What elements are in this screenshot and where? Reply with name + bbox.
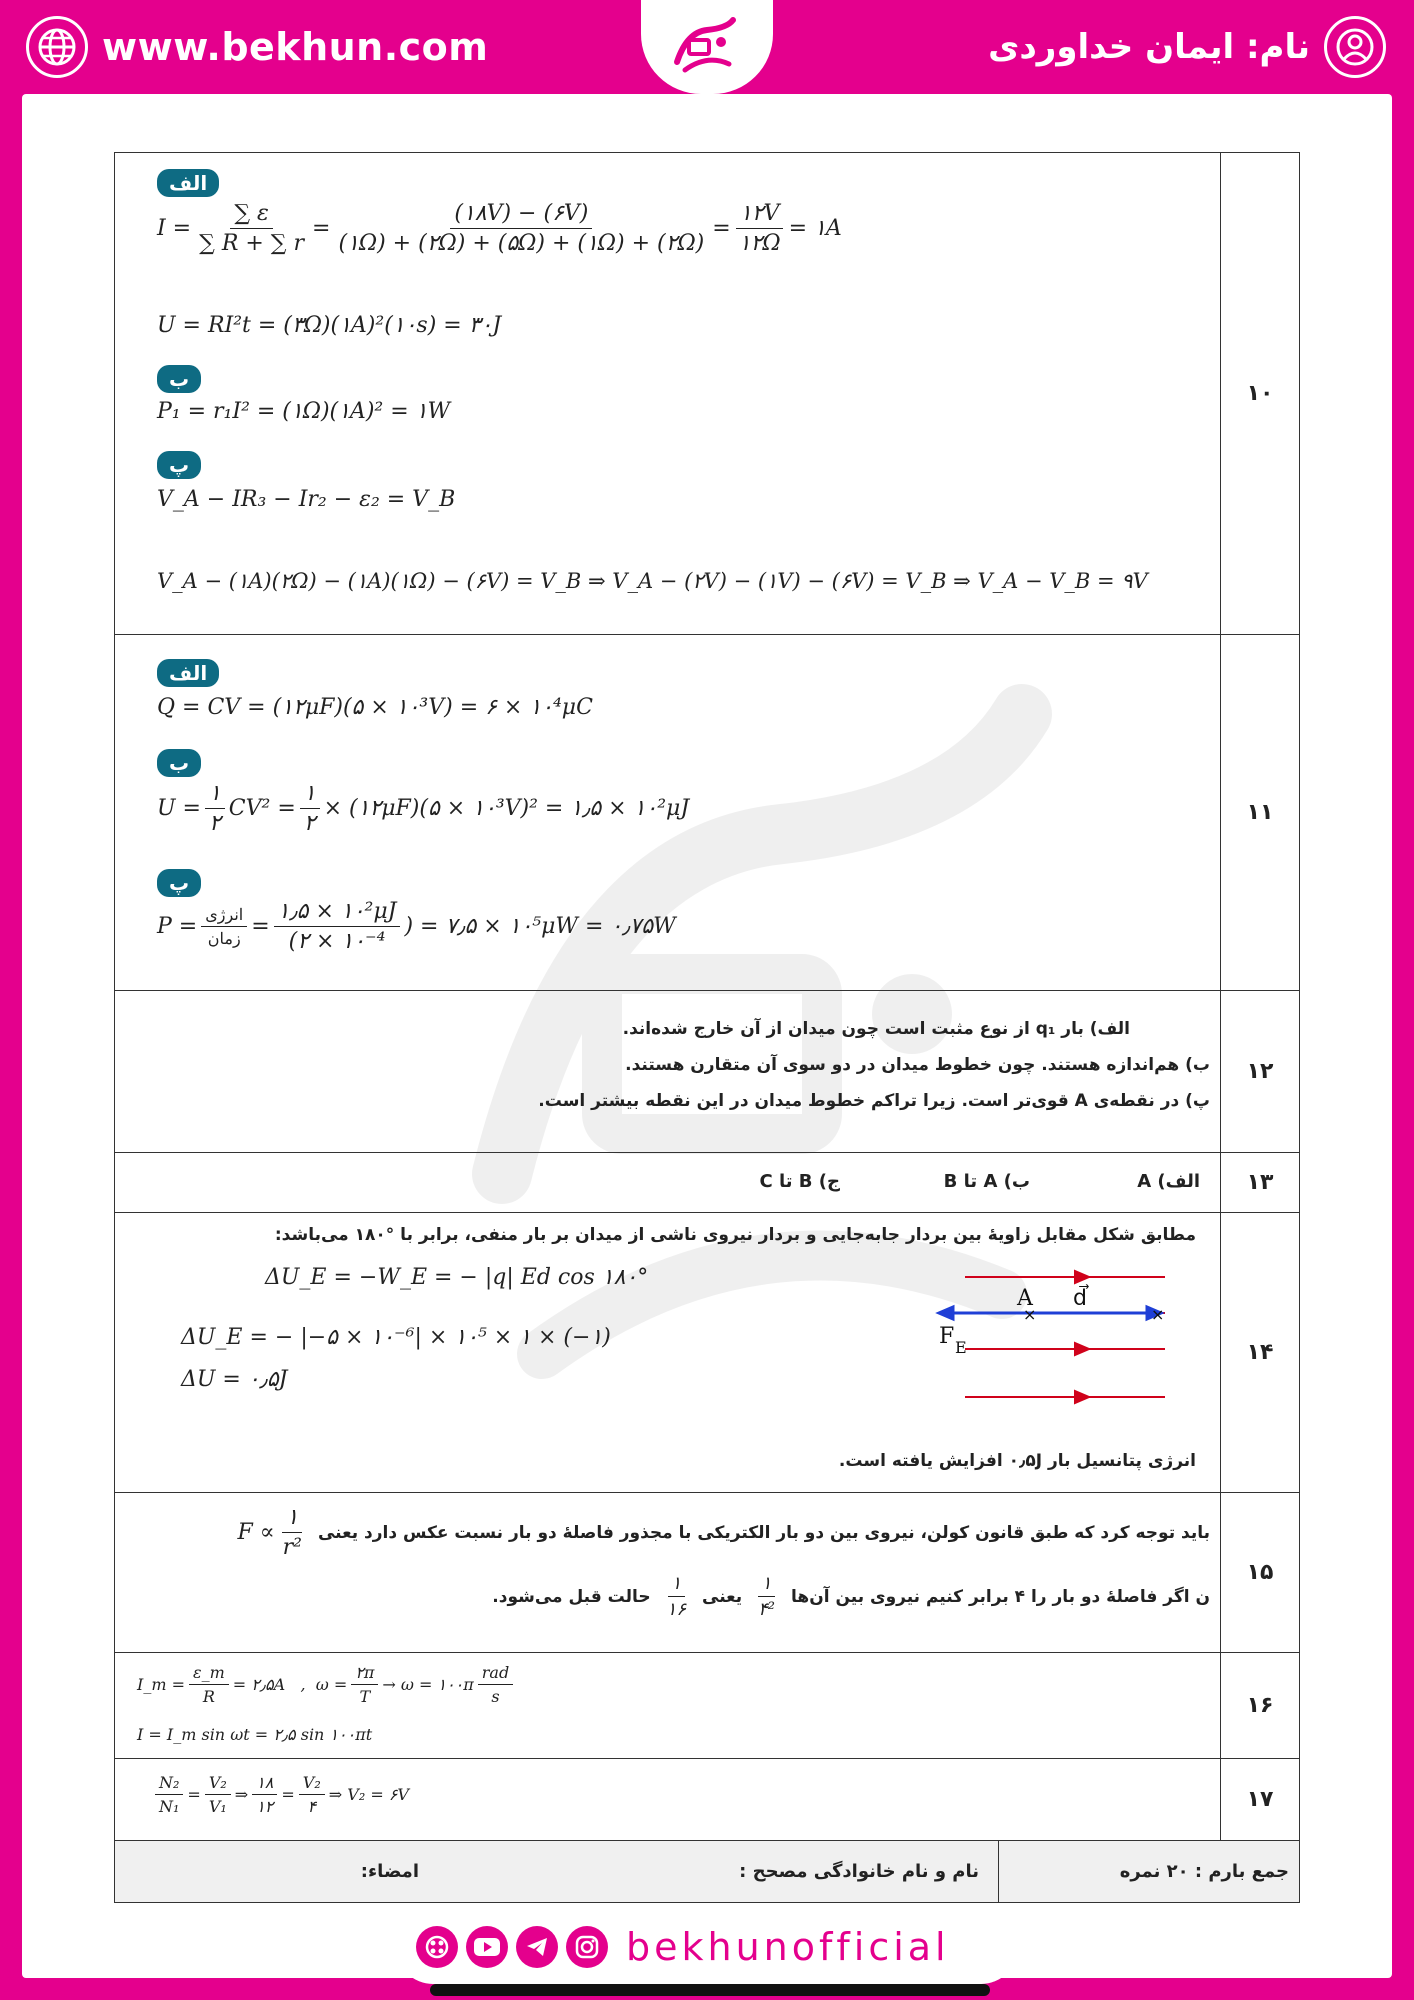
point-b-mark: × [1151, 1305, 1165, 1324]
answer-line-a: الف) بار q₁ از نوع مثبت است چون میدان از آن خارج شده‌اند. [622, 1019, 1130, 1039]
denominator: T [359, 1687, 371, 1706]
globe-icon [26, 16, 88, 78]
question-number: ۱۳ [1221, 1153, 1300, 1213]
question-number: ۱۴ [1221, 1213, 1300, 1493]
aparat-icon[interactable] [416, 1926, 458, 1968]
answer-cell-17 [115, 1759, 1221, 1841]
numerator: N₂ [155, 1773, 183, 1795]
table-row-15 [115, 1493, 1300, 1653]
denominator: زمان [207, 929, 241, 948]
header [0, 0, 1414, 94]
numerator: ۱۸ [252, 1773, 277, 1795]
fraction [754, 1573, 779, 1620]
fraction [334, 201, 708, 256]
eq-result: = ۱A [788, 216, 842, 241]
fraction [478, 1663, 513, 1706]
denominator: ۱۶ [666, 1599, 687, 1620]
field-arrow-icon [1075, 1391, 1089, 1403]
field-arrow-icon [1075, 1271, 1089, 1283]
fraction [274, 899, 401, 954]
proportion-formula [237, 1505, 310, 1560]
numerator: انرژی [201, 905, 247, 927]
charge-equation: Q = CV = (۱۲μF)(۵ × ۱۰³V) = ۶ × ۱۰⁴μC [157, 695, 593, 720]
answer-cell-12 [115, 991, 1221, 1153]
distance-text: ن اگر فاصلهٔ دو بار را ۴ برابر کنیم نیروی بین آن‌ها [791, 1586, 1210, 1607]
site-url: www.bekhun.com [102, 25, 489, 69]
answer-b: ب) A تا B [943, 1171, 1030, 1192]
capacitor-energy-equation [157, 781, 689, 836]
power-equation [157, 899, 676, 954]
youtube-icon[interactable] [466, 1926, 508, 1968]
numerator: ∑ ε [230, 201, 273, 229]
divider [998, 1841, 999, 1903]
table-row-13 [115, 1153, 1300, 1213]
total-cell [115, 1841, 1300, 1903]
denominator: ۴² [758, 1599, 776, 1620]
eq-rest: × (۱۲μF)(۵ × ۱۰³V)² = ۱٫۵ × ۱۰²μJ [323, 796, 690, 821]
denominator: ۱۲ [256, 1797, 274, 1816]
force-label: F [939, 1324, 955, 1349]
numerator: V₂ [299, 1773, 325, 1795]
energy-equation: U = RI²t = (۳Ω)(۱A)²(۱۰s) = ۳۰J [157, 313, 502, 338]
eq-part: I_m = [137, 1675, 185, 1694]
numerator: ۱۲V [736, 201, 784, 229]
equals-sign: = [281, 1785, 295, 1804]
meaning-text: یعنی [702, 1586, 743, 1607]
telegram-icon[interactable] [516, 1926, 558, 1968]
numerator: (۱۸V) − (۶V) [450, 201, 592, 229]
eq-part: → ω = ۱۰۰π [382, 1675, 474, 1694]
numerator: ۱ [205, 781, 225, 809]
substitution-equation: ΔU_E = − |−۵ × ۱۰⁻⁶| × ۱۰⁵ × ۱ × (−۱) [181, 1325, 611, 1350]
field-arrow-icon [1075, 1343, 1089, 1355]
equals-sign: = [187, 1785, 201, 1804]
part-b-badge: ب [157, 365, 201, 393]
power-equation: P₁ = r₁I² = (۱Ω)(۱A)² = ۱W [157, 399, 451, 424]
equals-sign: = [251, 914, 270, 939]
equals-sign: = [312, 216, 331, 241]
eq-lhs: U = [157, 796, 201, 821]
answer-c: ج) B تا C [759, 1171, 840, 1192]
numerator: ۱ [300, 781, 320, 809]
result-equation: ΔU = ۰٫۵J [181, 1367, 288, 1392]
fraction [195, 201, 308, 256]
social-handle: bekhunofficial [626, 1925, 950, 1969]
answer-table [114, 152, 1300, 1903]
fraction [189, 1663, 229, 1706]
table-row-17 [115, 1759, 1300, 1841]
denominator: ۲ [208, 811, 221, 836]
coulomb-text: باید توجه کرد که طبق قانون کولن، نیروی بین دو بار الکتریکی با مجذور فاصلهٔ دو بار نسبت عکس دارد یعنی [317, 1522, 1210, 1543]
table-row-10 [115, 153, 1300, 635]
fraction [205, 1773, 231, 1816]
formula-lhs: F ∝ [237, 1520, 275, 1545]
question-number: ۱۶ [1221, 1653, 1300, 1759]
point-a-label: A [1017, 1286, 1033, 1311]
point-a-mark: × [1023, 1305, 1037, 1324]
denominator: ۲ [303, 811, 316, 836]
part-b-badge: ب [157, 749, 201, 777]
answer-cell-10 [115, 153, 1221, 635]
equals-sign: = [712, 216, 731, 241]
table-row-14 [115, 1213, 1300, 1493]
question-number: ۱۲ [1221, 991, 1300, 1153]
fraction [735, 201, 785, 256]
fraction [252, 1773, 277, 1816]
question-number: ۱۰ [1221, 153, 1300, 635]
student-name-label: نام: ایمان خداوردی [988, 27, 1310, 67]
eq-rest: ) = ۷٫۵ × ۱۰⁵μW = ۰٫۷۵W [404, 914, 676, 939]
table-row-11 [115, 635, 1300, 991]
numerator: ۱ [282, 1505, 302, 1533]
footer-shadow [430, 1984, 990, 1996]
numerator: ۲π [351, 1663, 378, 1685]
answer-line-p: پ) در نقطه‌ی A قوی‌تر است. زیرا تراکم خطوط میدان در این نقطه بیشتر است. [538, 1091, 1210, 1111]
answer-cell-14 [115, 1213, 1221, 1493]
current-equation [157, 201, 842, 256]
question-number: ۱۱ [1221, 635, 1300, 991]
student-name [988, 16, 1386, 78]
fraction [663, 1573, 690, 1620]
denominator: ۴ [307, 1797, 317, 1816]
numerator: V₂ [205, 1773, 231, 1795]
part-p-badge: پ [157, 451, 201, 479]
force-arrow-icon [939, 1307, 953, 1319]
denominator: R [202, 1687, 215, 1706]
numerator: rad [478, 1663, 513, 1685]
answer-cell-16 [115, 1653, 1221, 1759]
numerator: ۱٫۵ × ۱۰²μJ [274, 899, 401, 927]
denominator: N₁ [159, 1797, 180, 1816]
force-subscript: E [955, 1338, 967, 1357]
ac-current-equation [137, 1663, 517, 1706]
distance-line [492, 1573, 1210, 1620]
fraction [201, 905, 247, 948]
site-link[interactable] [26, 16, 488, 78]
denominator: (۲ × ۱۰⁻⁴ [288, 929, 386, 954]
coulomb-line [237, 1505, 1210, 1560]
corrector-name: نام و نام خانوادگی مصحح : [739, 1861, 979, 1882]
ac-current-function: I = I_m sin ωt = ۲٫۵ sin ۱۰۰πt [137, 1725, 373, 1744]
answer-cell-15 [115, 1493, 1221, 1653]
answer-cell-13 [115, 1153, 1221, 1213]
fraction [351, 1663, 378, 1706]
instagram-icon[interactable] [566, 1926, 608, 1968]
eq-part: = ۲٫۵A , ω = [232, 1675, 348, 1694]
fraction [279, 1505, 306, 1560]
denominator: ∑ R + ∑ r [199, 231, 305, 256]
field-diagram [935, 1263, 1175, 1423]
fraction [205, 781, 225, 836]
result-text: حالت قبل می‌شود. [492, 1586, 651, 1607]
part-a-badge: الف [157, 169, 219, 197]
potential-energy-equation: ΔU_E = −W_E = − |q| Ed cos ۱۸۰° [265, 1265, 649, 1290]
displacement-label: d⃗ [1073, 1286, 1087, 1311]
answer-intro: مطابق شکل مقابل زاویهٔ بین بردار جابه‌جایی و بردار نیروی ناشی از میدان بر بار منفی، برابر با °۱۸۰ می‌باشد: [274, 1225, 1196, 1245]
question-number: ۱۵ [1221, 1493, 1300, 1653]
transformer-equation [151, 1773, 409, 1816]
eq-rest: ⇒ V₂ = ۶V [328, 1785, 409, 1804]
eq-lhs: I = [157, 216, 192, 241]
question-number: ۱۷ [1221, 1759, 1300, 1841]
numerator: ۱ [758, 1573, 776, 1597]
signature-label: امضاء: [360, 1861, 419, 1882]
denominator: ۱۲Ω [738, 231, 781, 256]
table-row-12 [115, 991, 1300, 1153]
fraction [299, 1773, 325, 1816]
answer-conclusion: انرژی پتانسیل بار ۰٫۵J افزایش یافته است. [838, 1451, 1196, 1471]
answer-line-b: ب) هم‌اندازه هستند. چون خطوط میدان در دو سوی آن متقارن هستند. [625, 1055, 1210, 1075]
total-row [115, 1841, 1300, 1903]
part-a-badge: الف [157, 659, 219, 687]
answer-a: الف) A [1137, 1171, 1200, 1192]
user-icon [1324, 16, 1386, 78]
denominator: V₁ [208, 1797, 227, 1816]
voltage-result-equation: V_A − (۱A)(۲Ω) − (۱A)(۱Ω) − (۶V) = V_B ⇒ V_A − (۲V) − (۱V) − (۶V) = V_B ⇒ V_A − V_B = ۹V [157, 569, 1148, 593]
denominator: r² [282, 1535, 302, 1560]
denominator: s [491, 1687, 500, 1706]
part-p-badge: پ [157, 869, 201, 897]
numerator: ε_m [189, 1663, 229, 1685]
fraction [300, 781, 320, 836]
eq-mid: CV² = [228, 796, 296, 821]
eq-lhs: P = [157, 914, 198, 939]
total-score: جمع بارم : ۲۰ نمره [1119, 1861, 1289, 1882]
fraction [155, 1773, 183, 1816]
answer-cell-11 [115, 635, 1221, 991]
numerator: ۱ [668, 1573, 686, 1597]
implies-sign: ⇒ [234, 1785, 249, 1804]
bekhun-logo [641, 0, 773, 94]
social-bar[interactable] [396, 1910, 1018, 1984]
denominator: (۱Ω) + (۲Ω) + (۵Ω) + (۱Ω) + (۲Ω) [338, 231, 705, 256]
voltage-equation: V_A − IR₃ − Ir₂ − ε₂ = V_B [157, 487, 456, 512]
table-row-16 [115, 1653, 1300, 1759]
